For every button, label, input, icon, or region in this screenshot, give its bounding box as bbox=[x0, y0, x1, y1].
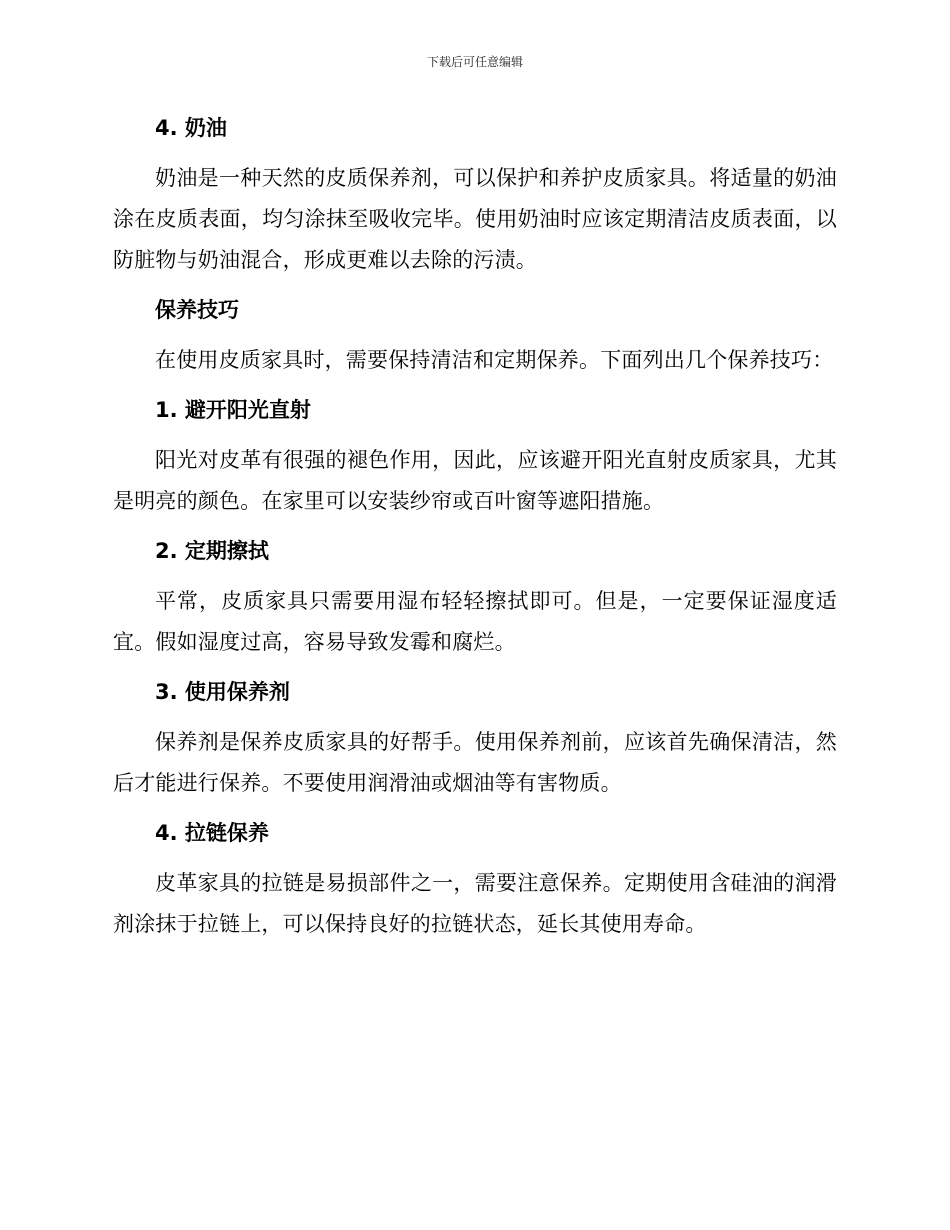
section-heading-use-conditioner: 3. 使用保养剂 bbox=[155, 680, 290, 704]
section-heading-maintenance-tips: 保养技巧 bbox=[155, 298, 239, 322]
section-heading-zipper-care: 4. 拉链保养 bbox=[155, 821, 269, 845]
page-header: 下载后可任意编辑 bbox=[426, 55, 523, 69]
section-paragraph-use-conditioner: 保养剂是保养皮质家具的好帮手。使用保养剂前，应该首先确保清洁，然后才能进行保养。不要使用润滑油或烟油等有害物质。 bbox=[113, 730, 837, 795]
section-heading-cream: 4. 奶油 bbox=[155, 116, 227, 140]
section-paragraph-cream: 奶油是一种天然的皮质保养剂，可以保护和养护皮质家具。将适量的奶油涂在皮质表面，均匀涂抹至吸收完毕。使用奶油时应该定期清洁皮质表面，以防脏物与奶油混合，形成更难以去除的污渍。 bbox=[113, 166, 837, 272]
section-paragraph-avoid-sunlight: 阳光对皮革有很强的褪色作用，因此，应该避开阳光直射皮质家具，尤其是明亮的颜色。在家里可以安装纱帘或百叶窗等遮阳措施。 bbox=[113, 448, 837, 513]
section-paragraph-maintenance-tips: 在使用皮质家具时，需要保持清洁和定期保养。下面列出几个保养技巧： bbox=[155, 348, 834, 372]
section-paragraph-zipper-care: 皮革家具的拉链是易损部件之一，需要注意保养。定期使用含硅油的润滑剂涂抹于拉链上，可以保持良好的拉链状态，延长其使用寿命。 bbox=[113, 871, 837, 936]
section-heading-regular-wiping: 2. 定期擦拭 bbox=[155, 539, 269, 563]
section-paragraph-regular-wiping: 平常，皮质家具只需要用湿布轻轻擦拭即可。但是，一定要保证湿度适宜。假如湿度过高，容易导致发霉和腐烂。 bbox=[113, 589, 837, 654]
section-heading-avoid-sunlight: 1. 避开阳光直射 bbox=[155, 398, 311, 422]
document-body bbox=[113, 110, 837, 945]
